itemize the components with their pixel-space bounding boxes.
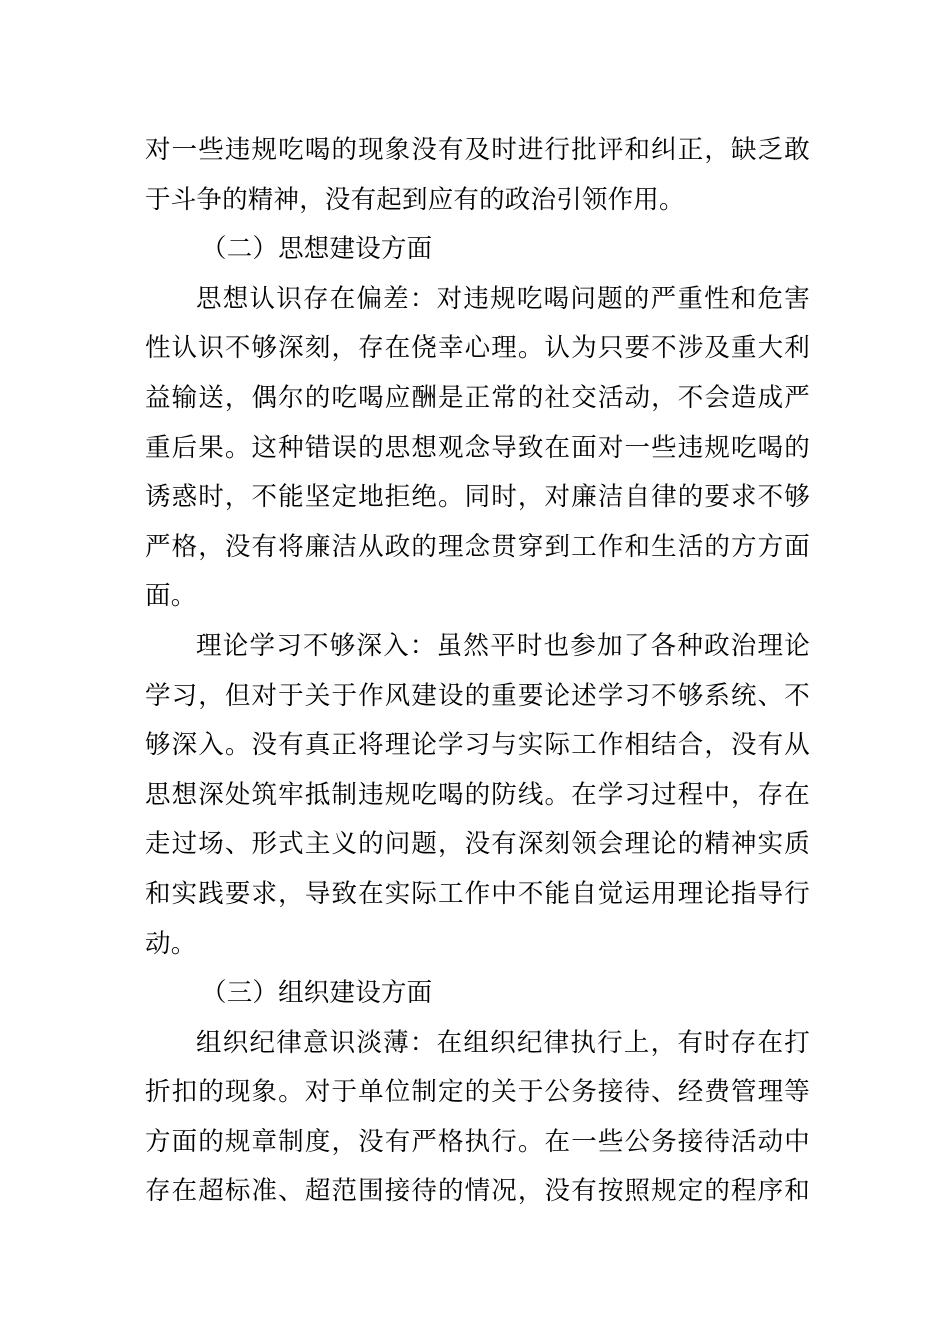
text-line: 重后果。这种错误的思想观念导致在面对一些违规吃喝的 xyxy=(145,432,810,463)
paragraph-start: 组织纪律意识淡薄：在组织纪律执行上，有时存在打 xyxy=(196,1027,810,1058)
text-line: 折扣的现象。对于单位制定的关于公务接待、经费管理等 xyxy=(145,1077,810,1108)
text-line: 动。 xyxy=(145,928,197,959)
text-line: 学习，但对于关于作风建设的重要论述学习不够系统、不 xyxy=(145,680,810,711)
text-line: 走过场、形式主义的问题，没有深刻领会理论的精神实质 xyxy=(145,829,810,860)
paragraph-start: 思想认识存在偏差：对违规吃喝问题的严重性和危害 xyxy=(196,283,810,314)
text-line: 方面的规章制度，没有严格执行。在一些公务接待活动中 xyxy=(145,1126,810,1157)
text-line: 存在超标准、超范围接待的情况，没有按照规定的程序和 xyxy=(145,1176,810,1207)
section-heading-ideology: （二）思想建设方面 xyxy=(201,234,433,265)
text-line: 益输送，偶尔的吃喝应酬是正常的社交活动，不会造成严 xyxy=(145,382,810,413)
section-heading-organization: （三）组织建设方面 xyxy=(201,978,433,1009)
document-body xyxy=(145,126,810,1217)
text-line: 够深入。没有真正将理论学习与实际工作相结合，没有从 xyxy=(145,730,810,761)
text-line: 思想深处筑牢抵制违规吃喝的防线。在学习过程中，存在 xyxy=(145,779,810,810)
text-line: 于斗争的精神，没有起到应有的政治引领作用。 xyxy=(145,184,685,215)
text-line: 性认识不够深刻，存在侥幸心理。认为只要不涉及重大利 xyxy=(145,333,810,364)
text-line: 对一些违规吃喝的现象没有及时进行批评和纠正，缺乏敢 xyxy=(145,135,810,165)
text-line: 和实践要求，导致在实际工作中不能自觉运用理论指导行 xyxy=(145,878,810,909)
paragraph-start: 理论学习不够深入：虽然平时也参加了各种政治理论 xyxy=(196,630,810,661)
text-line: 严格，没有将廉洁从政的理念贯穿到工作和生活的方方面 xyxy=(145,531,810,562)
text-line: 面。 xyxy=(145,581,197,612)
text-line: 诱惑时，不能坚定地拒绝。同时，对廉洁自律的要求不够 xyxy=(145,482,810,513)
